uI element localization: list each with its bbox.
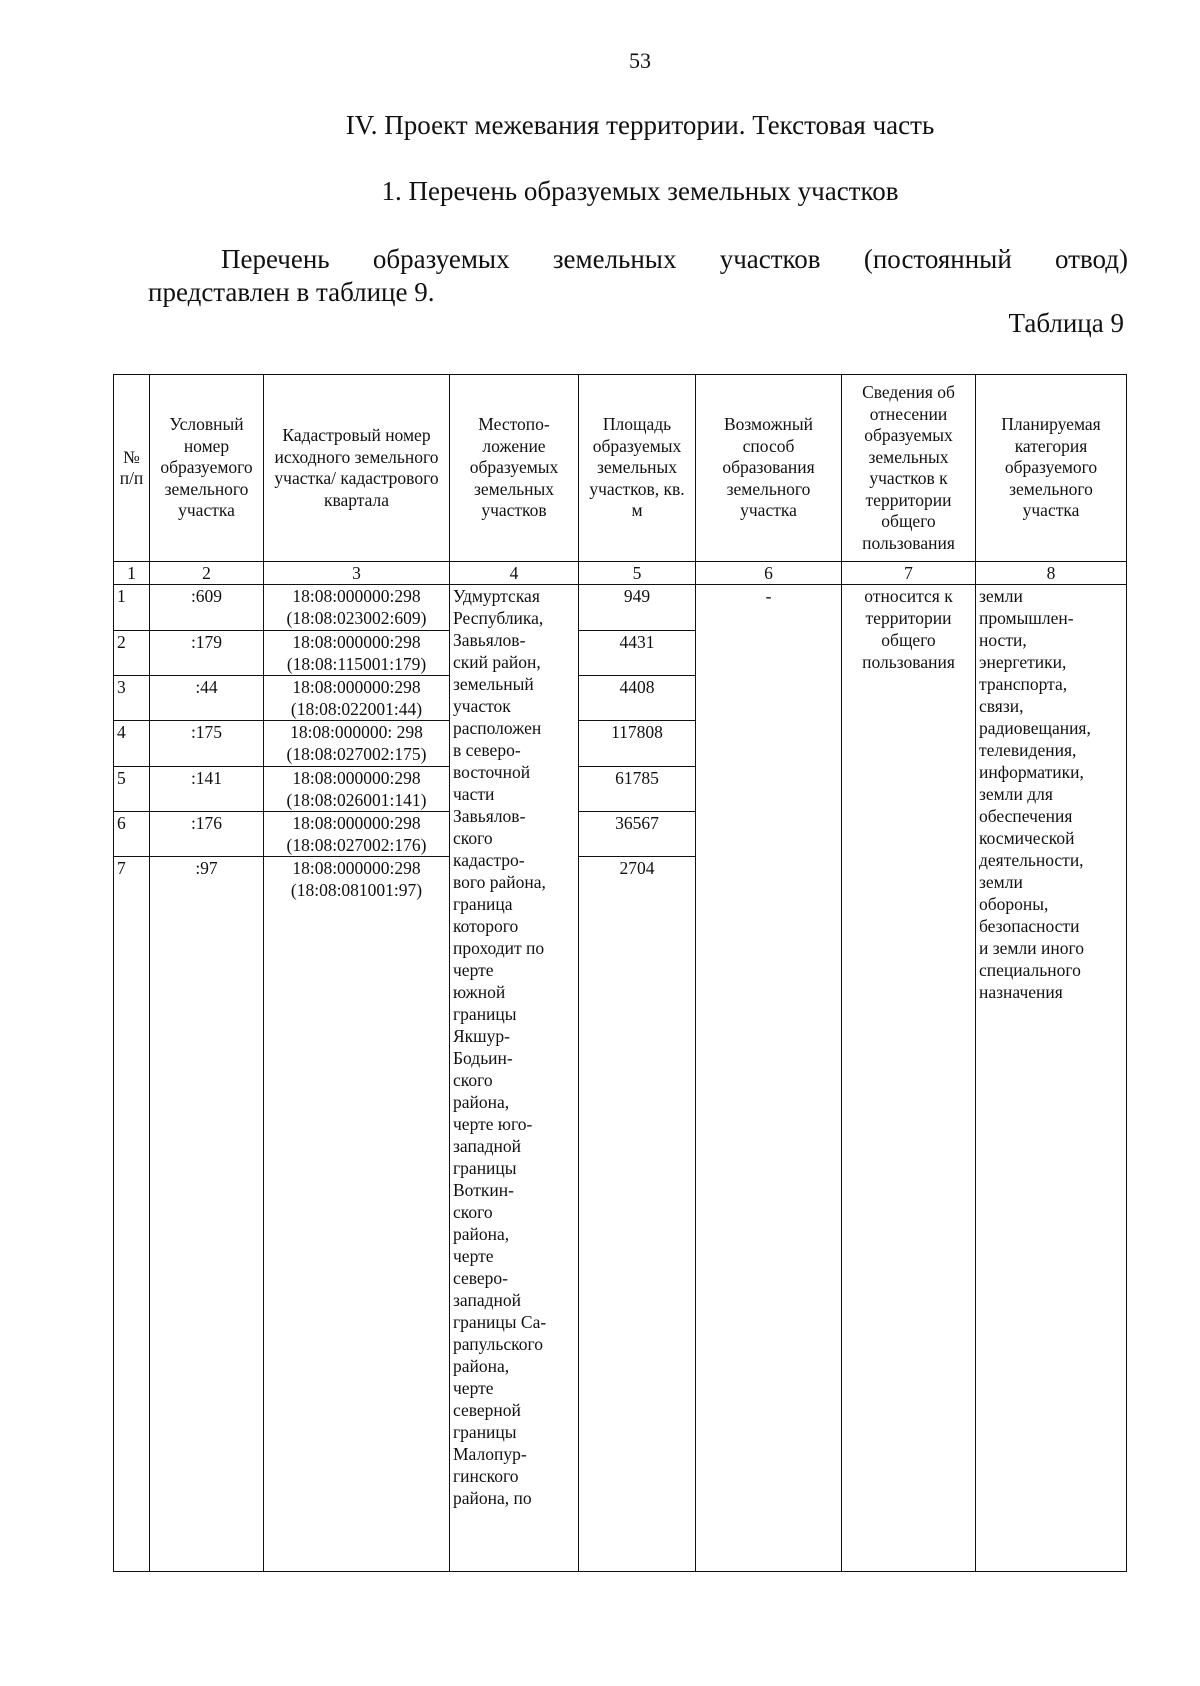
location-line: ский район, — [453, 652, 541, 673]
cadastral-quarter: (18:08:027002:176) — [286, 834, 427, 855]
location-line: границы — [453, 1158, 517, 1179]
location-line: восточной — [453, 762, 531, 783]
location-line: границы Са- — [453, 1312, 547, 1333]
category-line: обороны, — [979, 894, 1049, 915]
category-line: промышлен- — [979, 608, 1074, 629]
location-line: ского — [453, 1202, 493, 1223]
page-number: 53 — [629, 48, 651, 73]
intro-line-2: представлен в таблице 9. — [148, 277, 435, 307]
category-line: транспорта, — [979, 674, 1068, 695]
location-line: северной — [453, 1400, 521, 1421]
cadastral-number: 18:08:000000:298 — [292, 586, 421, 607]
header-area: Площадь образуемых земельных участков, кв. м — [579, 375, 696, 562]
row-number-cell: 5 — [114, 766, 150, 811]
category-line: космической — [979, 828, 1075, 849]
location-line: района, — [453, 1092, 510, 1113]
category-line: энергетики, — [979, 652, 1067, 673]
relation-line: относится к — [864, 586, 953, 607]
cadastral-number-cell — [264, 721, 450, 766]
location-line: западной — [453, 1136, 521, 1157]
relation-line: общего — [881, 630, 936, 651]
column-number: 8 — [976, 562, 1127, 585]
category-line: безопасности — [979, 916, 1080, 937]
location-cell — [450, 585, 579, 1572]
location-line: района, — [453, 1356, 510, 1377]
location-line: границы — [453, 1004, 517, 1025]
column-number: 6 — [696, 562, 842, 585]
category-line: земли для — [979, 784, 1053, 805]
category-line: телевидения, — [979, 740, 1077, 761]
cadastral-number-cell — [264, 585, 450, 630]
location-line: которого — [453, 916, 519, 937]
area-cell: 949 — [579, 585, 696, 630]
location-line: района, по — [453, 1488, 532, 1509]
row-number-cell: 6 — [114, 811, 150, 856]
location-line: Удмуртская — [453, 586, 540, 607]
category-line: обеспечения — [979, 806, 1073, 827]
location-line: ского — [453, 828, 493, 849]
cadastral-number: 18:08:000000:298 — [292, 858, 421, 879]
cadastral-number-cell — [264, 857, 450, 1572]
location-line: Якшур- — [453, 1026, 510, 1047]
cadastral-number: 18:08:000000:298 — [292, 631, 421, 652]
location-line: черте — [453, 960, 494, 981]
row-number-cell: 3 — [114, 675, 150, 720]
column-number: 2 — [150, 562, 264, 585]
cadastral-quarter: (18:08:115001:179) — [286, 653, 427, 674]
relation-line: пользования — [862, 652, 955, 673]
cadastral-number-cell — [264, 811, 450, 856]
row-number-cell: 1 — [114, 585, 150, 630]
location-line: западной — [453, 1290, 521, 1311]
column-numbers-row — [114, 562, 1127, 585]
cadastral-number-cell — [264, 630, 450, 675]
section-title: IV. Проект межевания территории. Текстовая часть — [345, 110, 935, 140]
location-line: части — [453, 784, 495, 805]
location-line: южной — [453, 982, 506, 1003]
cadastral-number: 18:08:000000:298 — [292, 812, 421, 833]
cadastral-quarter: (18:08:022001:44) — [290, 698, 423, 719]
intro-paragraph — [148, 243, 1128, 309]
area-cell: 4431 — [579, 630, 696, 675]
location-line: черте — [453, 1246, 494, 1267]
plot-code-cell: :609 — [150, 585, 264, 630]
area-cell: 61785 — [579, 766, 696, 811]
column-number: 4 — [450, 562, 579, 585]
cadastral-quarter: (18:08:026001:141) — [286, 789, 427, 810]
category-line: назначения — [979, 982, 1063, 1003]
cadastral-quarter: (18:08:081001:97) — [290, 880, 423, 901]
column-number: 3 — [264, 562, 450, 585]
relation-cell — [842, 585, 976, 1572]
land-plots-table — [113, 374, 1127, 1572]
method-cell: - — [696, 585, 842, 1572]
cadastral-quarter: (18:08:027002:175) — [286, 744, 427, 765]
location-line: проходит по — [453, 938, 545, 959]
row-number-cell: 2 — [114, 630, 150, 675]
column-number: 5 — [579, 562, 696, 585]
category-line: связи, — [979, 696, 1024, 717]
table-header-row — [114, 375, 1127, 562]
category-cell — [976, 585, 1127, 1572]
header-number: № п/п — [114, 375, 150, 562]
category-line: и земли иного — [979, 938, 1084, 959]
category-line: ности, — [979, 630, 1027, 651]
area-cell: 4408 — [579, 675, 696, 720]
cadastral-number: 18:08:000000:298 — [292, 676, 421, 697]
location-line: граница — [453, 894, 513, 915]
plot-code-cell: :97 — [150, 857, 264, 1572]
table-row — [114, 585, 1127, 630]
location-line: в северо- — [453, 740, 521, 761]
location-line: Завьялов- — [453, 630, 526, 651]
location-line: гинского — [453, 1466, 519, 1487]
location-line: черте юго- — [453, 1114, 533, 1135]
cadastral-number-cell — [264, 766, 450, 811]
location-line: рапульского — [453, 1334, 543, 1355]
header-code: Условный номер образуемого земельного участка — [150, 375, 264, 562]
area-cell: 2704 — [579, 857, 696, 1572]
location-line: кадастро- — [453, 850, 525, 871]
plot-code-cell: :44 — [150, 675, 264, 720]
location-line: Республика, — [453, 608, 544, 629]
location-line: северо- — [453, 1268, 509, 1289]
cadastral-number: 18:08:000000: 298 — [290, 722, 423, 743]
location-line: Завьялов- — [453, 806, 526, 827]
plot-code-cell: :141 — [150, 766, 264, 811]
table-label: Таблица 9 — [1008, 308, 1124, 338]
location-line: черте — [453, 1378, 494, 1399]
column-number: 7 — [842, 562, 976, 585]
plot-code-cell: :179 — [150, 630, 264, 675]
category-line: информатики, — [979, 762, 1084, 783]
row-number-cell: 4 — [114, 721, 150, 766]
location-line: участок — [453, 696, 511, 717]
plot-code-cell: :176 — [150, 811, 264, 856]
location-line: расположен — [453, 718, 542, 739]
category-line: деятельности, — [979, 850, 1084, 871]
location-line: земельный — [453, 674, 534, 695]
location-line: Малопур- — [453, 1444, 527, 1465]
cadastral-number: 18:08:000000:298 — [292, 767, 421, 788]
header-relation: Сведения об отнесении образуемых земельных участков к территории общего пользования — [842, 375, 976, 562]
subsection-title: 1. Перечень образуемых земельных участков — [381, 176, 899, 206]
area-cell: 36567 — [579, 811, 696, 856]
category-line: специального — [979, 960, 1081, 981]
row-number-cell: 7 — [114, 857, 150, 1572]
cadastral-number-cell — [264, 675, 450, 720]
location-line: района, — [453, 1224, 510, 1245]
intro-line-1: Перечень образуемых земельных участков (постоянный отвод) — [221, 244, 1128, 274]
header-method: Возможный способ образования земельного участка — [696, 375, 842, 562]
plot-code-cell: :175 — [150, 721, 264, 766]
area-cell: 117808 — [579, 721, 696, 766]
location-line: вого района, — [453, 872, 546, 893]
cadastral-quarter: (18:08:023002:609) — [286, 608, 427, 629]
category-line: земли — [979, 586, 1023, 607]
header-location: Местопо-ложение образуемых земельных участков — [450, 375, 579, 562]
relation-line: территории — [865, 608, 952, 629]
header-category: Планируемая категория образуемого земельного участка — [976, 375, 1127, 562]
category-line: радиовещания, — [979, 718, 1091, 739]
header-cadastral: Кадастровый номер исходного земельного участка/ кадастрового квартала — [264, 375, 450, 562]
location-line: Воткин- — [453, 1180, 514, 1201]
location-line: Бодьин- — [453, 1048, 513, 1069]
location-line: ского — [453, 1070, 493, 1091]
location-line: границы — [453, 1422, 517, 1443]
column-number: 1 — [114, 562, 150, 585]
category-line: земли — [979, 872, 1023, 893]
